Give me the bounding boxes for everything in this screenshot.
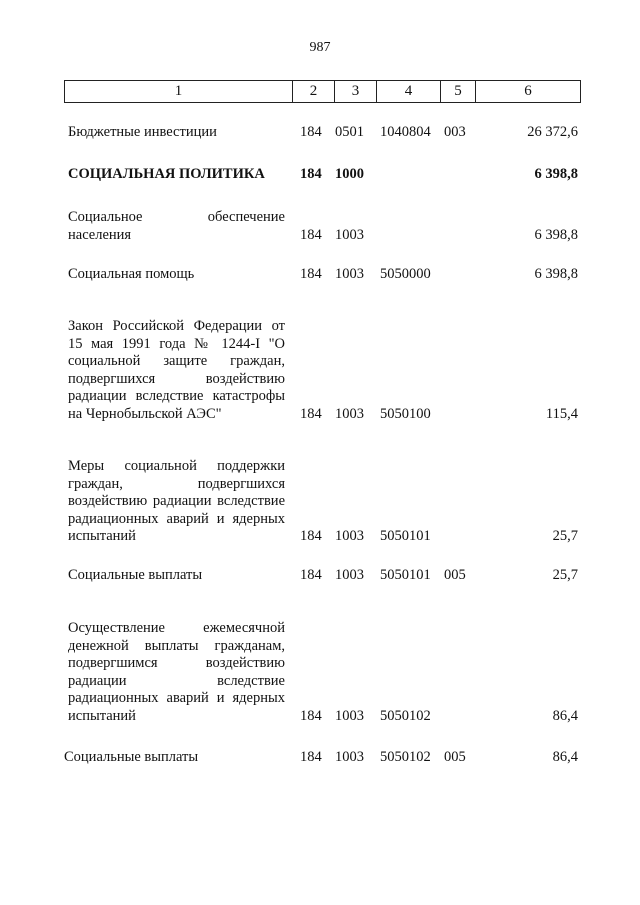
header-col-2: 2 — [293, 81, 335, 102]
cell-col-5: 005 — [444, 567, 466, 583]
cell-col-6: 25,7 — [552, 528, 578, 544]
cell-col-6: 6 398,8 — [534, 226, 578, 243]
cell-col-3: 1003 — [335, 707, 364, 724]
cell-col-3: 1003 — [335, 528, 364, 544]
row-description: Бюджетные инвестиции — [68, 124, 217, 140]
row-description: Закон Российской Федерации от 15 мая 1991 года № 1244-I "О социальной защите граждан, подвергшихся воздействию радиации вследствие катастрофы на Чернобыльской АЭС" — [68, 318, 285, 422]
cell-col-5: 003 — [444, 124, 466, 140]
cell-col-3: 1000 — [335, 166, 364, 182]
cell-col-3: 0501 — [335, 124, 364, 140]
cell-col-5: 005 — [444, 749, 466, 765]
cell-col-2: 184 — [300, 405, 322, 422]
table-row-section — [68, 166, 580, 184]
cell-col-6: 26 372,6 — [527, 124, 578, 140]
cell-col-2: 184 — [300, 166, 322, 182]
cell-col-2: 184 — [300, 749, 322, 765]
cell-col-3: 1003 — [335, 226, 364, 243]
cell-col-6: 115,4 — [545, 405, 578, 422]
cell-col-6: 86,4 — [552, 749, 578, 765]
header-col-4: 4 — [377, 81, 441, 102]
cell-col-3: 1003 — [335, 567, 364, 583]
table-row — [68, 124, 580, 142]
table-row — [68, 209, 580, 244]
table-row — [64, 749, 580, 767]
header-col-5: 5 — [441, 81, 476, 102]
cell-col-2: 184 — [300, 707, 322, 724]
cell-col-2: 184 — [300, 266, 322, 282]
cell-col-3: 1003 — [335, 749, 364, 765]
row-description: Социальные выплаты — [68, 567, 203, 583]
cell-col-2: 184 — [300, 226, 322, 243]
cell-col-6: 86,4 — [552, 707, 578, 724]
cell-col-4: 5050101 — [380, 528, 431, 544]
cell-col-2: 184 — [300, 567, 322, 583]
table-row — [68, 458, 580, 546]
cell-col-4: 1040804 — [380, 124, 431, 140]
header-col-3: 3 — [335, 81, 377, 102]
row-description: Меры социальной поддержки граждан, подвергшихся воздействию радиации вследствие радиационных аварий и ядерных испытаний — [68, 458, 285, 544]
table-row — [68, 266, 580, 284]
cell-col-6: 6 398,8 — [534, 266, 578, 282]
table-header — [64, 80, 581, 103]
cell-col-3: 1003 — [335, 266, 364, 282]
table-row — [68, 567, 580, 585]
page-number: 987 — [309, 40, 331, 55]
row-description: Социальная помощь — [68, 266, 195, 282]
row-description: СОЦИАЛЬНАЯ ПОЛИТИКА — [68, 166, 265, 182]
cell-col-4: 5050100 — [380, 405, 431, 422]
cell-col-3: 1003 — [335, 405, 364, 422]
row-description: Социальное обеспечение населения — [68, 209, 285, 243]
cell-col-2: 184 — [300, 124, 322, 140]
header-col-1: 1 — [65, 81, 293, 102]
cell-col-6: 6 398,8 — [534, 166, 578, 182]
header-col-6: 6 — [524, 83, 532, 99]
table-row — [68, 620, 580, 725]
cell-col-4: 5050000 — [380, 266, 431, 282]
cell-col-4: 5050101 — [380, 567, 431, 583]
cell-col-4: 5050102 — [380, 707, 431, 724]
row-description: Социальные выплаты — [64, 749, 199, 765]
cell-col-6: 25,7 — [552, 567, 578, 583]
cell-col-2: 184 — [300, 528, 322, 544]
cell-col-4: 5050102 — [380, 749, 431, 765]
row-description: Осуществление ежемесячной денежной выплаты гражданам, подвергшимся воздействию радиации вследствие радиационных аварий и ядерных испытаний — [68, 620, 285, 724]
table-row — [68, 318, 580, 423]
